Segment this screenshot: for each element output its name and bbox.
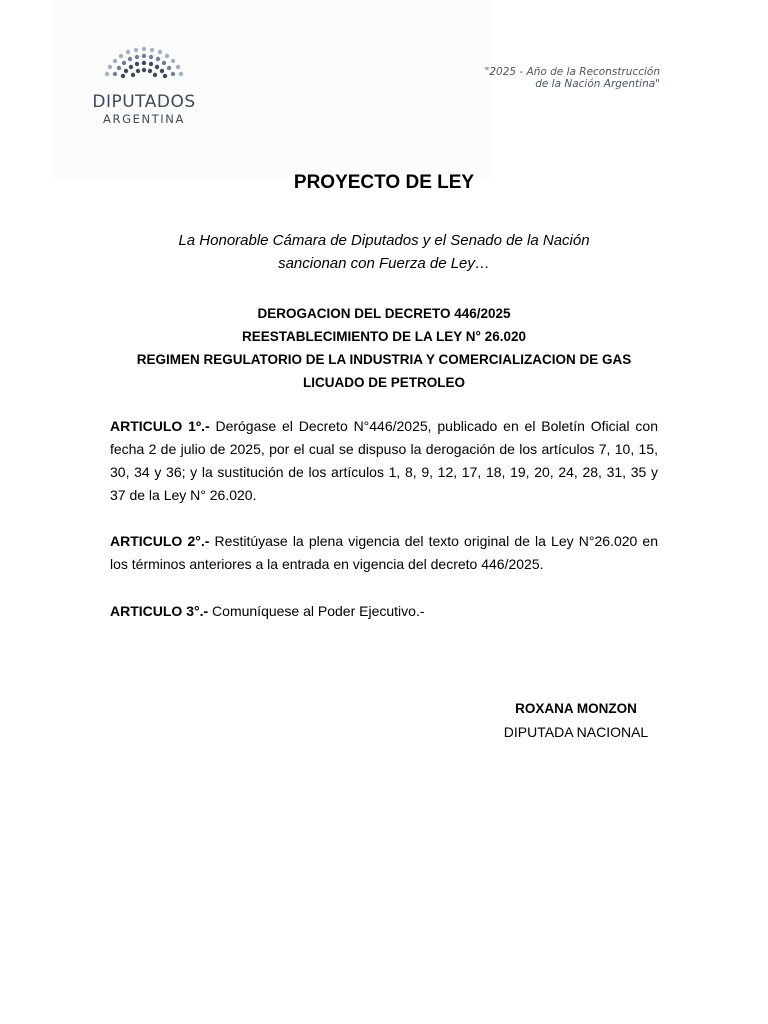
article-2 bbox=[110, 530, 658, 576]
article-1 bbox=[110, 415, 658, 507]
enactment-line-2: sancionan con Fuerza de Ley… bbox=[278, 255, 490, 272]
subject-line: LICUADO DE PETROLEO bbox=[302, 375, 465, 390]
enactment-formula bbox=[0, 229, 768, 275]
article-text: Restitúyase la plena vigencia del texto original de la Ley N°26.020 en los términos anteriores a la entrada en vigencia del decreto 446/2025. bbox=[110, 533, 659, 572]
article-heading: ARTICULO 1º.- bbox=[110, 418, 210, 434]
logo-name: DIPUTADOS bbox=[92, 92, 196, 112]
signatory-role: DIPUTADA NACIONAL bbox=[503, 724, 649, 740]
article-text: Derógase el Decreto N°446/2025, publicado en el Boletín Oficial con fecha 2 de julio de 2025, por el cual se dispuso la derogación de los artículos 7, 10, 15, 30, 34 y 36; y la sustitución de los artículos 1, 8, 9, 12, 17, 18, 19, 20, 24, 28, 31, 35 y 37 de la Ley N° 26.020. bbox=[110, 418, 658, 503]
signatory-name: ROXANA MONZON bbox=[515, 701, 637, 716]
diputados-logo bbox=[85, 40, 203, 130]
motto-line-1: "2025 - Año de la Reconstrucción bbox=[484, 66, 660, 78]
bill-subject bbox=[0, 302, 768, 394]
logo-country: ARGENTINA bbox=[103, 112, 185, 126]
motto-line-2: de la Nación Argentina" bbox=[535, 78, 660, 90]
subject-line: REESTABLECIMIENTO DE LA LEY N° 26.020 bbox=[242, 329, 526, 344]
subject-line: DEROGACION DEL DECRETO 446/2025 bbox=[257, 306, 511, 321]
article-heading: ARTICULO 3°.- bbox=[110, 603, 209, 619]
year-motto bbox=[485, 66, 660, 90]
article-heading: ARTICULO 2°.- bbox=[110, 533, 210, 549]
article-3 bbox=[110, 600, 658, 623]
document-title: PROYECTO DE LEY bbox=[293, 172, 475, 193]
chamber-hemicycle-icon bbox=[98, 43, 190, 91]
subject-line: REGIMEN REGULATORIO DE LA INDUSTRIA Y COMERCIALIZACION DE GAS bbox=[136, 352, 632, 367]
article-text: Comuníquese al Poder Ejecutivo.- bbox=[212, 603, 425, 619]
enactment-line-1: La Honorable Cámara de Diputados y el Senado de la Nación bbox=[178, 232, 590, 249]
